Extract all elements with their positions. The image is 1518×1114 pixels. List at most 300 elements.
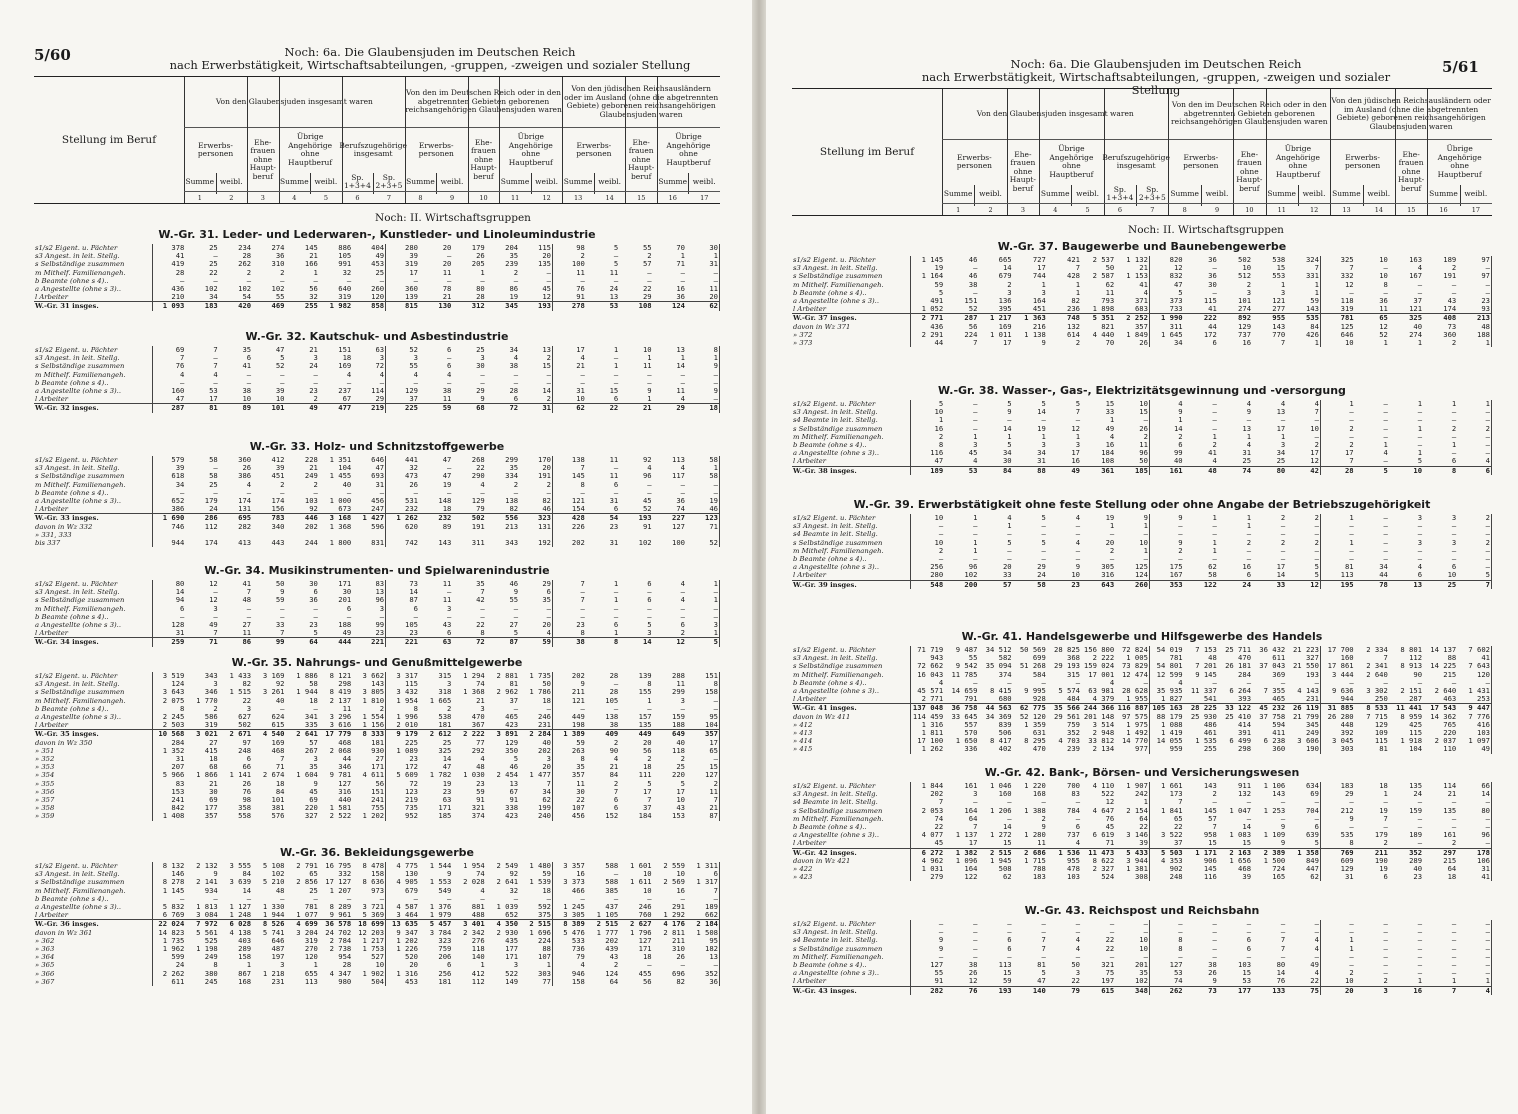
table-cell: 120	[1457, 671, 1491, 679]
table-cell: —	[613, 588, 619, 597]
table-cell: 1	[1212, 514, 1217, 522]
row-label: s3 Angest. in leit. Stellg.	[793, 522, 878, 531]
table-cell: 121	[1272, 297, 1286, 306]
table-cell: 65	[686, 747, 720, 755]
table-cell: 25	[209, 244, 218, 252]
table-cell: 12	[1173, 264, 1183, 273]
table-cell: 55	[910, 969, 944, 977]
table-cell: 4	[1286, 400, 1320, 408]
table-cell: 124	[605, 969, 619, 978]
table-cell: 319	[405, 260, 418, 269]
table-cell: —	[1417, 408, 1423, 417]
table-cell: 357	[571, 771, 585, 780]
table-cell: 231	[1286, 695, 1320, 704]
table-cell: 151	[686, 672, 720, 680]
table-cell: 96	[352, 596, 385, 604]
table-row	[34, 523, 720, 531]
table-cell: 599	[152, 953, 185, 961]
row-label: s1/s2 Eigent. u. Pächter	[793, 920, 876, 928]
table-cell: 24	[1037, 571, 1046, 580]
subheader-weibl: weibl.	[314, 176, 338, 186]
table-cell: 1 650	[955, 737, 978, 746]
table-cell: 375	[519, 911, 552, 920]
table-cell: 161	[1443, 831, 1457, 840]
table-cell: 84	[275, 787, 285, 796]
table-cell: 7	[519, 780, 552, 788]
group-header-foreign: Von den jüdischen Reichsausländern oder im Ausland (ohne die abgetrennten Gebiete) geborenen reichsangehörigen Glaubensjuden waren	[564, 84, 719, 119]
table-cell: 102	[238, 285, 252, 294]
row-label: W.-Gr. 43 insges.	[792, 986, 910, 995]
table-cell: 18	[1447, 873, 1457, 882]
table-cell: 175	[1169, 563, 1183, 572]
subheader-sp-2: Sp. 2+3+5	[1138, 184, 1166, 202]
table-cell: 8	[213, 961, 218, 970]
table-section	[34, 440, 720, 547]
table-cell: 46	[968, 272, 978, 281]
table-cell: 1 508	[686, 929, 720, 937]
table-cell: 2 627	[619, 920, 652, 929]
table-cell: —	[1007, 555, 1012, 564]
table-cell: 20	[686, 293, 720, 302]
table-cell: —	[1383, 522, 1388, 531]
table-cell: 8 636	[352, 878, 385, 886]
table-cell: 167	[1169, 571, 1183, 580]
table-cell: 256	[438, 969, 452, 978]
table-cell: 943	[910, 654, 944, 662]
table-cell: 12	[653, 638, 686, 647]
table-cell: 135	[638, 721, 652, 730]
table-cell: 21	[209, 779, 218, 788]
table-cell: 202	[910, 790, 944, 798]
table-cell: —	[1451, 432, 1457, 441]
table-cell: 12	[1379, 322, 1388, 331]
table-cell: 6	[1417, 571, 1423, 580]
table-cell: 6	[613, 804, 619, 813]
table-cell: 4	[680, 580, 685, 588]
table-cell: 145	[1203, 806, 1217, 815]
table-cell: 1	[1115, 522, 1149, 530]
table-cell: 737	[1067, 831, 1081, 840]
column-number: 2	[988, 206, 993, 214]
table-cell: 71	[275, 763, 285, 772]
table-cell: 118	[1340, 297, 1354, 306]
table-cell: 2	[680, 629, 685, 638]
table-cell: 1 944	[296, 688, 318, 697]
table-cell: 95	[686, 713, 720, 721]
table-cell: —	[1383, 961, 1388, 970]
table-cell: 8	[1349, 839, 1354, 848]
table-cell: 11	[676, 387, 685, 396]
table-cell: 11	[442, 580, 452, 588]
table-cell: —	[680, 370, 685, 379]
table-cell: 22	[476, 621, 485, 630]
table-cell: 419	[152, 260, 185, 268]
table-cell: 69	[152, 346, 185, 354]
table-cell: 436	[910, 323, 944, 331]
table-cell: —	[447, 378, 452, 387]
table-cell: 8	[580, 480, 585, 489]
table-cell: 3	[680, 696, 685, 705]
table-cell: 200	[944, 580, 978, 589]
table-cell: 4	[152, 371, 185, 379]
table-cell: —	[1280, 416, 1286, 425]
table-cell: —	[447, 488, 452, 497]
row-label: davon in Wz 371	[793, 322, 851, 331]
table-cell: 44	[1208, 322, 1217, 331]
table-cell: —	[973, 798, 978, 807]
table-cell: —	[910, 530, 944, 538]
table-cell: 11	[1105, 288, 1115, 297]
table-row	[34, 302, 720, 311]
table-cell: —	[1383, 457, 1388, 466]
table-cell: 128	[152, 621, 185, 629]
subheader-summe: Summe	[1267, 188, 1296, 198]
table-cell: 4 703	[1058, 737, 1081, 746]
table-cell: 140	[1013, 986, 1047, 995]
table-row	[792, 807, 1492, 815]
table-row	[34, 812, 720, 820]
table-cell: 2 771	[910, 695, 944, 704]
table-cell: 1 492	[1115, 729, 1149, 737]
table-cell: —	[1349, 530, 1354, 539]
table-cell: —	[213, 276, 218, 285]
table-row	[792, 539, 1492, 547]
table-cell: —	[246, 894, 252, 903]
row-label: l Arbeiter	[793, 839, 827, 848]
table-cell: 8	[1178, 936, 1183, 945]
table-cell: 44	[1379, 571, 1388, 580]
table-cell: —	[1417, 969, 1423, 978]
table-cell: 191	[471, 522, 485, 531]
table-cell: —	[910, 953, 944, 961]
table-cell: —	[1457, 281, 1491, 289]
table-cell: 282	[238, 522, 252, 531]
table-cell: 588	[605, 862, 619, 870]
table-cell: 7 153	[1195, 646, 1217, 654]
table-cell: —	[910, 522, 944, 530]
table-cell: —	[580, 488, 585, 497]
table-cell: 353	[1149, 580, 1183, 589]
table-cell: —	[1212, 678, 1217, 687]
table-cell: 10	[1115, 945, 1149, 953]
table-cell: 17	[209, 395, 218, 404]
table-cell: 325	[1389, 314, 1423, 323]
table-cell: 26	[476, 252, 485, 261]
table-cell: 129	[1238, 322, 1252, 331]
table-cell: 279	[910, 873, 944, 881]
table-cell: —	[1286, 547, 1320, 555]
table-cell: 6	[313, 588, 318, 597]
table-cell: 31	[686, 260, 720, 268]
table-row	[792, 721, 1492, 729]
column-number: 6	[1117, 206, 1123, 214]
table-cell: —	[313, 604, 318, 613]
table-cell: 7	[973, 339, 978, 348]
table-cell: 3	[1041, 288, 1046, 297]
table-cell: 72 824	[1115, 646, 1149, 654]
table-cell: 22	[586, 404, 619, 413]
table-row	[34, 680, 720, 688]
table-cell: 5	[280, 354, 285, 363]
table-cell: 4	[680, 395, 685, 404]
table-cell: 584	[1032, 670, 1046, 679]
table-cell: 1 363	[1013, 314, 1047, 323]
table-row	[792, 961, 1492, 969]
table-cell: 171	[638, 945, 652, 954]
table-cell: —	[1075, 678, 1081, 687]
table-cell: 42	[1286, 466, 1320, 475]
table-cell: 319	[1340, 305, 1354, 314]
table-cell	[452, 531, 485, 539]
table-cell: 4 699	[286, 920, 319, 929]
subheader-sp-2: Sp. 2+3+5	[375, 172, 403, 190]
table-cell: 4	[1075, 936, 1081, 945]
row-label: l Arbeiter	[35, 721, 69, 730]
data-table	[792, 782, 1492, 881]
table-cell: 157	[638, 713, 652, 722]
table-cell: 167	[1409, 272, 1423, 281]
row-label: s4 Beamte in leit. Stellg.	[793, 530, 878, 539]
table-cell: —	[213, 612, 218, 621]
table-cell: 168	[1032, 790, 1046, 799]
table-row	[792, 815, 1492, 823]
table-cell: 3	[413, 354, 418, 363]
table-cell: 17 543	[1423, 704, 1457, 713]
table-cell: 1 996	[396, 713, 418, 722]
table-cell: —	[680, 961, 685, 970]
table-cell: 2	[1280, 538, 1286, 547]
table-cell: —	[1383, 400, 1388, 408]
section-title: W.-Gr. 35. Nahrungs- und Genußmittelgewerbe	[231, 656, 523, 669]
table-cell: 40	[1173, 457, 1183, 466]
table-cell: —	[1178, 522, 1183, 531]
table-cell: 4	[680, 596, 685, 605]
table-cell: 62	[519, 796, 552, 804]
table-cell: —	[1280, 522, 1286, 531]
table-cell: —	[1115, 555, 1149, 563]
table-cell	[586, 531, 619, 539]
table-cell	[152, 531, 185, 539]
table-cell: 16	[1071, 457, 1081, 466]
table-cell: 47	[152, 395, 185, 404]
table-cell: —	[1457, 920, 1491, 928]
table-cell: 57	[978, 580, 1012, 589]
table-cell: 624	[271, 713, 285, 722]
table-cell: 11	[442, 395, 452, 404]
table-cell: —	[1451, 928, 1457, 937]
table-cell: 21	[442, 293, 452, 302]
table-cell: 345	[1286, 721, 1320, 729]
table-cell: 1 811	[910, 729, 944, 737]
row-label: s Selbständige zusammen	[793, 944, 883, 953]
table-cell: 164	[1032, 297, 1046, 306]
row-label: s1/s2 Eigent. u. Pächter	[793, 514, 876, 522]
table-cell: 58	[1013, 580, 1047, 589]
table-cell: 374	[998, 670, 1012, 679]
column-number: 1	[197, 194, 202, 202]
row-label: s1/s2 Eigent. u. Pächter	[35, 244, 118, 252]
table-cell: 820	[1169, 256, 1183, 264]
table-cell: 5	[1041, 514, 1046, 522]
table-cell: 7	[1286, 408, 1320, 416]
column-number: 17	[1471, 206, 1481, 214]
table-cell: 1	[680, 252, 685, 261]
table-cell: 468	[338, 738, 352, 747]
table-cell: —	[1286, 920, 1320, 928]
table-cell: 34	[209, 293, 218, 302]
table-cell: 129	[1374, 720, 1388, 729]
table-row	[34, 953, 720, 961]
table-cell: 249	[1286, 729, 1320, 737]
table-cell: 4 138	[229, 928, 252, 937]
table-cell: 26	[242, 464, 252, 473]
table-cell: 249	[304, 472, 318, 481]
table-row	[792, 256, 1492, 264]
table-cell: 211	[1355, 848, 1389, 857]
table-cell: 1	[1349, 514, 1354, 522]
table-cell: 97	[242, 738, 252, 747]
table-cell: 5 561	[196, 928, 218, 937]
table-cell: —	[680, 894, 685, 903]
table-cell: 12	[1105, 798, 1115, 807]
table-cell: 35 935	[1156, 687, 1183, 696]
table-cell: 292	[471, 746, 485, 755]
row-label: m Mithelf. Familienangeh.	[35, 480, 126, 489]
table-cell: —	[1178, 928, 1183, 937]
table-cell: 6	[246, 755, 252, 764]
table-cell: 55	[968, 654, 978, 663]
table-cell: —	[152, 895, 185, 903]
table-cell: 549	[438, 886, 452, 895]
table-cell: —	[447, 354, 452, 363]
table-cell: 102	[204, 285, 218, 294]
table-cell: 385	[605, 886, 619, 895]
table-cell: 26	[242, 779, 252, 788]
table-cell: 1 955	[1115, 695, 1149, 704]
table-cell: —	[1457, 416, 1491, 424]
table-cell: —	[613, 680, 619, 689]
table-cell: 9 961	[329, 911, 352, 920]
table-cell: 267	[304, 746, 318, 755]
table-cell: 10	[910, 408, 944, 416]
table-cell: 29	[519, 580, 552, 588]
table-cell: 4 379	[1092, 695, 1115, 704]
table-cell: 7	[1212, 823, 1217, 832]
table-cell: 40	[275, 696, 285, 705]
table-cell: 21	[476, 696, 485, 705]
table-cell: 487	[271, 945, 285, 954]
table-cell: 1 292	[663, 911, 685, 920]
table-cell: 3 639	[229, 878, 252, 887]
table-cell: 27	[242, 621, 252, 630]
table-cell: 239	[505, 260, 519, 269]
table-cell: —	[447, 588, 452, 597]
subheader-erwerbs: Erwerbs- personen	[1344, 152, 1381, 170]
table-cell: —	[1115, 679, 1149, 687]
title-line-1: Noch: 6a. Die Glaubensjuden im Deutschen Reich	[1010, 57, 1302, 71]
row-label: bis 337	[35, 539, 61, 548]
table-cell: 10	[642, 886, 652, 895]
row-label: s Selbständige zusammen	[35, 472, 125, 481]
table-cell: 2	[1451, 264, 1457, 273]
table-cell: 23	[309, 387, 318, 396]
table-cell: 114 459	[910, 713, 944, 721]
table-cell: 91	[509, 796, 519, 805]
table-cell: 2	[680, 755, 685, 764]
table-cell: 586	[204, 713, 218, 722]
table-cell: —	[313, 612, 318, 621]
table-cell: 31	[352, 481, 385, 489]
table-cell: 13	[686, 953, 720, 961]
table-cell: 54	[242, 293, 252, 302]
table-cell: 43	[676, 804, 685, 813]
table-cell: 4	[1383, 449, 1388, 458]
table-cell: 41	[1457, 654, 1491, 662]
data-table	[792, 400, 1492, 475]
table-cell: —	[1075, 952, 1081, 961]
table-cell: 7	[246, 588, 252, 597]
left-page	[0, 0, 752, 1114]
table-cell: 1	[1383, 790, 1388, 799]
table-cell: 129	[505, 738, 519, 747]
row-label: b Beamte (ohne s 4)..	[793, 441, 867, 450]
table-row	[34, 244, 720, 252]
table-cell: 179	[471, 244, 485, 252]
table-cell: 246	[638, 903, 652, 912]
table-cell: 127	[672, 522, 685, 531]
column-number: 4	[292, 194, 297, 202]
section-title: W.-Gr. 31. Leder- und Lederwaren-, Kunstleder- und Linoleumindustrie	[158, 228, 596, 241]
table-cell: 2 068	[329, 746, 352, 755]
table-cell: 9	[1280, 839, 1286, 848]
table-cell: 1 052	[910, 305, 944, 314]
table-cell: 237	[338, 387, 352, 396]
table-cell: 793	[1101, 297, 1115, 306]
table-cell: 26	[676, 953, 685, 962]
table-cell: 53	[1173, 969, 1183, 978]
table-cell: 1 944	[262, 911, 285, 920]
table-section	[34, 846, 720, 986]
table-cell: 1 841	[1160, 806, 1183, 815]
table-cell: —	[519, 379, 552, 387]
table-cell: 107	[571, 804, 585, 813]
data-table	[792, 646, 1492, 754]
table-cell: 31	[519, 404, 552, 413]
table-cell: 15	[1242, 839, 1252, 848]
table-cell: 423	[505, 812, 519, 821]
table-cell: 412	[471, 969, 485, 978]
subheader-summe: Summe	[1040, 188, 1070, 198]
table-cell: 484	[1067, 695, 1081, 704]
table-cell: 59	[1002, 977, 1012, 986]
row-label: W.-Gr. 36 insges.	[34, 920, 152, 929]
table-cell: 35	[509, 252, 519, 261]
table-cell: 215	[1443, 670, 1457, 679]
table-cell: 392	[1340, 729, 1354, 738]
table-cell: 456	[352, 497, 385, 505]
table-cell: 50	[1071, 961, 1081, 970]
table-cell: —	[1417, 288, 1423, 297]
table-cell: 96	[1115, 449, 1149, 457]
table-cell: 27	[509, 621, 519, 630]
table-cell: 87	[686, 812, 720, 820]
table-cell: 56	[352, 780, 385, 788]
table-cell: —	[1280, 530, 1286, 539]
table-cell: 8 478	[352, 862, 385, 870]
table-cell: 19	[1379, 865, 1388, 874]
table-cell: 29	[642, 293, 652, 302]
row-label: l Arbeiter	[793, 571, 827, 580]
